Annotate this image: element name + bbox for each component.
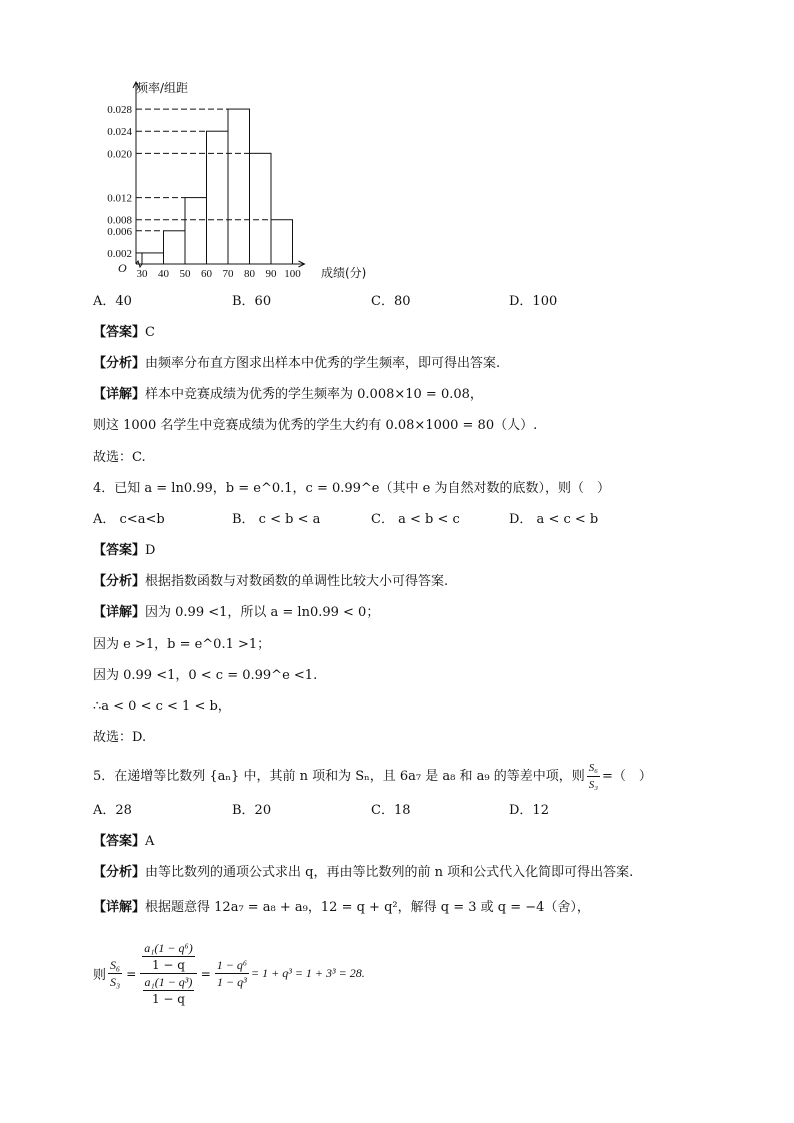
fraction-denominator: S₃ [110, 975, 121, 989]
q5-stem [93, 760, 652, 793]
q4-line-3: 因为 0.99 <1，0 < c = 0.99^e <1. [93, 668, 318, 683]
q3-detail-line [93, 386, 483, 404]
histogram-bar [271, 220, 293, 264]
y-tick-label: 0.012 [107, 192, 132, 205]
q4-detail-line [93, 604, 379, 622]
x-axis-label: 成绩(分) [321, 266, 367, 280]
q4-option-c: C． a < b < c [371, 512, 460, 527]
detail-tag: 【详解】 [93, 387, 146, 402]
inner-num-bottom: 1 − q [151, 958, 185, 972]
q4-option-d: D． a < c < b [509, 512, 599, 527]
fraction-denominator: 1 − q³ [217, 975, 247, 989]
analysis-tag: 【分析】 [93, 865, 146, 880]
q5-final-formula [93, 940, 365, 1007]
fraction-denominator: S₃ [588, 779, 599, 791]
detail-tag: 【详解】 [93, 900, 146, 915]
q3-answer: C [145, 325, 155, 340]
q5-answer: A [145, 834, 155, 849]
q5-stem-a: 5．在递增等比数列 {aₙ} 中，其前 n 项和为 Sₙ，且 6a₇ 是 a₈ 和 a₉ 的等差中项，则 [93, 768, 585, 784]
q3-answer-line [93, 324, 155, 342]
histogram-bar [250, 153, 272, 264]
q5-analysis-line [93, 864, 633, 882]
histogram-bar [185, 198, 207, 264]
q5-detail: 根据题意得 12a₇ = a₈ + a₉，12 = q + q²，解得 q = 3 或 q = −4（舍）， [145, 900, 590, 915]
q4-analysis: 根据指数函数与对数函数的单调性比较大小可得答案. [145, 574, 449, 589]
q4-answer: D [145, 543, 156, 558]
compound-numerator [140, 940, 196, 974]
simplified-fraction [215, 957, 249, 990]
q3-detail-2: 则这 1000 名学生中竞赛成绩为优秀的学生大约有 0.08×1000 = 80（人）. [93, 418, 538, 433]
histogram-bar [207, 131, 229, 264]
x-tick-label: 30 [136, 268, 148, 280]
y-tick-label: 0.006 [107, 225, 132, 238]
q4-detail: 因为 0.99 <1，所以 a = ln0.99 < 0； [145, 605, 380, 620]
q4-analysis-line [93, 573, 448, 591]
detail-tag: 【详解】 [93, 605, 146, 620]
final-lhs-fraction [108, 957, 122, 990]
origin-label: O [118, 261, 127, 275]
q4-option-a: A． c<a<b [93, 512, 165, 527]
equals-sign: = [126, 966, 137, 981]
q5-analysis: 由等比数列的通项公式求出 q，再由等比数列的前 n 项和公式代入化简即可得出答案. [145, 865, 634, 880]
x-tick-label: 60 [201, 268, 212, 280]
fraction-numerator: S₆ [587, 760, 600, 777]
x-tick-label: 70 [222, 268, 234, 280]
q5-option-a: A．28 [93, 803, 132, 818]
inner-den-bottom: 1 − q [151, 992, 185, 1006]
final-prefix: 则 [93, 968, 107, 983]
q5-answer-line [93, 833, 154, 851]
y-tick-label: 0.020 [107, 148, 132, 161]
y-axis-label: 频率/组距 [136, 81, 189, 95]
x-tick-label: 50 [179, 268, 191, 280]
fraction-numerator: S₆ [110, 958, 121, 972]
analysis-tag: 【分析】 [93, 356, 146, 371]
q5-option-c: C．18 [371, 803, 411, 818]
q3-analysis: 由频率分布直方图求出样本中优秀的学生频率，即可得出答案. [145, 356, 501, 371]
q5-option-b: B．20 [232, 803, 272, 818]
q5-stem-fraction [587, 760, 600, 793]
q3-detail: 样本中竞赛成绩为优秀的学生频率为 0.008×10 = 0.08， [145, 387, 483, 402]
q5-stem-b: =（ ） [602, 768, 652, 784]
x-tick-label: 40 [158, 268, 169, 280]
q4-stem: 4．已知 a = ln0.99，b = e^0.1，c = 0.99^e（其中 e 为自然对数的底数），则（ ） [93, 481, 610, 496]
q4-line-2: 因为 e >1，b = e^0.1 >1； [93, 637, 271, 652]
q4-answer-line [93, 542, 155, 560]
q3-option-b: B．60 [232, 294, 272, 309]
q3-option-d: D．100 [509, 294, 558, 309]
equals-sign: = [200, 966, 211, 981]
fraction-numerator: 1 − q⁶ [216, 958, 248, 972]
histogram-bar [164, 231, 186, 264]
x-tick-label: 100 [284, 268, 301, 280]
histogram-bar [142, 253, 164, 264]
y-tick-label: 0.024 [107, 126, 132, 139]
y-tick-label: 0.002 [107, 247, 132, 260]
q3-analysis-line [93, 355, 500, 373]
compound-denominator [141, 974, 197, 1007]
q4-choose: 故选：D. [93, 730, 147, 745]
q3-option-c: C．80 [371, 294, 411, 309]
q5-option-d: D．12 [509, 803, 549, 818]
q4-line-4: ∴a < 0 < c < 1 < b， [93, 699, 231, 714]
y-tick-label: 0.028 [107, 104, 132, 117]
q3-option-a: A．40 [93, 294, 132, 309]
final-result: = 1 + q³ = 1 + 3³ = 28. [251, 966, 365, 980]
x-tick-label: 90 [265, 268, 277, 280]
q4-option-b: B． c < b < a [232, 512, 321, 527]
q3-choose: 故选：C. [93, 450, 146, 465]
analysis-tag: 【分析】 [93, 574, 146, 589]
histogram-bar [228, 109, 250, 264]
y-tick-label: 0.008 [107, 214, 132, 227]
answer-tag: 【答案】 [93, 834, 146, 849]
inner-num-top: a₁(1 − q⁶) [144, 941, 193, 955]
x-tick-label: 80 [244, 268, 255, 280]
answer-tag: 【答案】 [93, 543, 146, 558]
answer-tag: 【答案】 [93, 325, 146, 340]
compound-fraction [140, 940, 196, 1007]
q5-detail-line [93, 899, 590, 917]
inner-den-top: a₁(1 − q³) [144, 975, 193, 989]
histogram-chart [88, 74, 378, 284]
